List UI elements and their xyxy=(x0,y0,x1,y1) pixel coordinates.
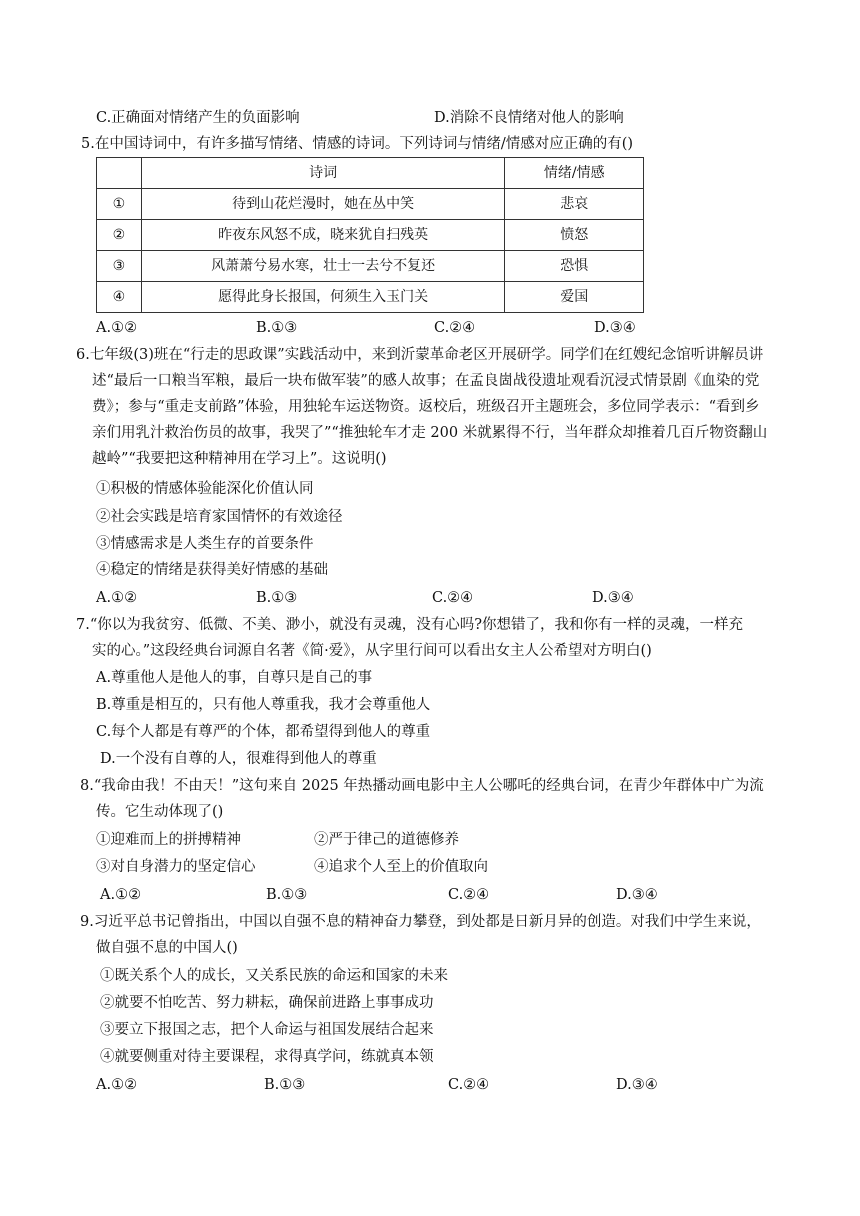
row-emotion: 愤怒 xyxy=(505,220,644,251)
q5-option-b: B.①③ xyxy=(256,320,298,336)
q8-option-a: A.①② xyxy=(100,887,142,903)
q8-statement-3: ③对自身潜力的坚定信心 xyxy=(96,859,256,875)
q6-stem-line: 亲们用乳汁救治伤员的故事，我哭了”“推独轮车才走 200 米就累得不行，当年群众却推着几百斤物资翻山 xyxy=(92,425,768,441)
q7-stem-line: 7.“你以为我贫穷、低微、不美、渺小，就没有灵魂，没有心吗?你想错了，我和你有一样的灵魂，一样充 xyxy=(76,617,744,633)
q9-statement-4: ④就要侧重对待主要课程，求得真学问，练就真本领 xyxy=(100,1049,434,1065)
q6-stem-line: 越岭”“我要把这种精神用在学习上”。这说明() xyxy=(92,451,387,467)
table-header-number xyxy=(97,158,142,189)
row-number: ④ xyxy=(97,282,142,313)
q6-statement-1: ①积极的情感体验能深化价值认同 xyxy=(96,481,314,497)
q8-statement-4: ④追求个人至上的价值取向 xyxy=(314,859,488,875)
table-header-row xyxy=(97,158,644,189)
q8-stem-line: 8.“我命由我！不由天！”这句来自 2025 年热播动画电影中主人公哪吒的经典台词，在青少年群体中广为流 xyxy=(80,778,764,794)
q9-statement-2: ②就要不怕吃苦、努力耕耘，确保前进路上事事成功 xyxy=(100,995,434,1011)
q8-option-b: B.①③ xyxy=(266,887,308,903)
q6-statement-3: ③情感需求是人类生存的首要条件 xyxy=(96,536,314,552)
table-row xyxy=(97,251,644,282)
q5-option-c: C.②④ xyxy=(434,320,476,336)
q9-option-a: A.①② xyxy=(96,1077,138,1093)
q6-stem-line: 费》；参与“重走支前路”体验，用独轮车运送物资。返校后，班级召开主题班会，多位同学表示：“看到乡 xyxy=(92,399,760,415)
q4-option-d: D.消除不良情绪对他人的影响 xyxy=(434,110,624,126)
row-number: ③ xyxy=(97,251,142,282)
row-number: ① xyxy=(97,189,142,220)
table-header-poem: 诗词 xyxy=(141,158,505,189)
row-emotion: 恐惧 xyxy=(505,251,644,282)
table-row xyxy=(97,220,644,251)
q9-option-b: B.①③ xyxy=(264,1077,306,1093)
row-poem: 昨夜东风怒不成，晓来犹自扫残英 xyxy=(141,220,505,251)
q7-option-c: C.每个人都是有尊严的个体，都希望得到他人的尊重 xyxy=(96,724,431,740)
row-poem: 风萧萧兮易水寒，壮士一去兮不复还 xyxy=(141,251,505,282)
table-header-emotion: 情绪/情感 xyxy=(505,158,644,189)
q6-option-a: A.①② xyxy=(96,590,138,606)
q8-option-c: C.②④ xyxy=(448,887,490,903)
q9-stem-line: 9.习近平总书记曾指出，中国以自强不息的精神奋力攀登，到处都是日新月异的创造。对我们中学生来说， xyxy=(80,914,761,930)
q6-option-c: C.②④ xyxy=(432,590,474,606)
row-poem: 愿得此身长报国，何须生入玉门关 xyxy=(141,282,505,313)
q6-statement-2: ②社会实践是培育家国情怀的有效途径 xyxy=(96,509,343,525)
q7-option-d: D.一个没有自尊的人，很难得到他人的尊重 xyxy=(100,751,377,767)
table-row xyxy=(97,189,644,220)
q5-option-d: D.③④ xyxy=(594,320,636,336)
q9-option-d: D.③④ xyxy=(616,1077,658,1093)
table-row xyxy=(97,282,644,313)
q5-stem: 5.在中国诗词中，有许多描写情绪、情感的诗词。下列诗词与情绪/情感对应正确的有() xyxy=(81,136,634,152)
row-emotion: 悲哀 xyxy=(505,189,644,220)
q8-statement-2: ②严于律己的道德修养 xyxy=(314,832,459,848)
q8-option-d: D.③④ xyxy=(616,887,658,903)
q9-stem-line: 做自强不息的中国人() xyxy=(96,940,238,956)
q6-statement-4: ④稳定的情绪是获得美好情感的基础 xyxy=(96,562,328,578)
q9-statement-1: ①既关系个人的成长，又关系民族的命运和国家的未来 xyxy=(100,968,448,984)
poem-emotion-table xyxy=(96,157,644,313)
q9-statement-3: ③要立下报国之志，把个人命运与祖国发展结合起来 xyxy=(100,1022,434,1038)
q7-stem-line: 实的心。”这段经典台词源自名著《简·爱》，从字里行间可以看出女主人公希望对方明白() xyxy=(92,643,652,659)
row-number: ② xyxy=(97,220,142,251)
q8-statement-1: ①迎难而上的拼搏精神 xyxy=(96,832,241,848)
q6-option-b: B.①③ xyxy=(256,590,298,606)
q6-stem-line: 6.七年级(3)班在“行走的思政课”实践活动中，来到沂蒙革命老区开展研学。同学们在红嫂纪念馆听讲解员讲 xyxy=(76,347,764,363)
q8-stem-line: 传。它生动体现了() xyxy=(96,804,224,820)
q6-stem-line: 述“最后一口粮当军粮，最后一块布做军装”的感人故事；在孟良崮战役遗址观看沉浸式情景剧《血染的党 xyxy=(92,373,760,389)
q5-option-a: A.①② xyxy=(96,320,138,336)
row-poem: 待到山花烂漫时，她在丛中笑 xyxy=(141,189,505,220)
row-emotion: 爱国 xyxy=(505,282,644,313)
q6-option-d: D.③④ xyxy=(592,590,634,606)
q4-option-c: C.正确面对情绪产生的负面影响 xyxy=(96,110,300,126)
q9-option-c: C.②④ xyxy=(448,1077,490,1093)
q7-option-a: A.尊重他人是他人的事，自尊只是自己的事 xyxy=(96,670,373,686)
q7-option-b: B.尊重是相互的，只有他人尊重我，我才会尊重他人 xyxy=(96,697,431,713)
